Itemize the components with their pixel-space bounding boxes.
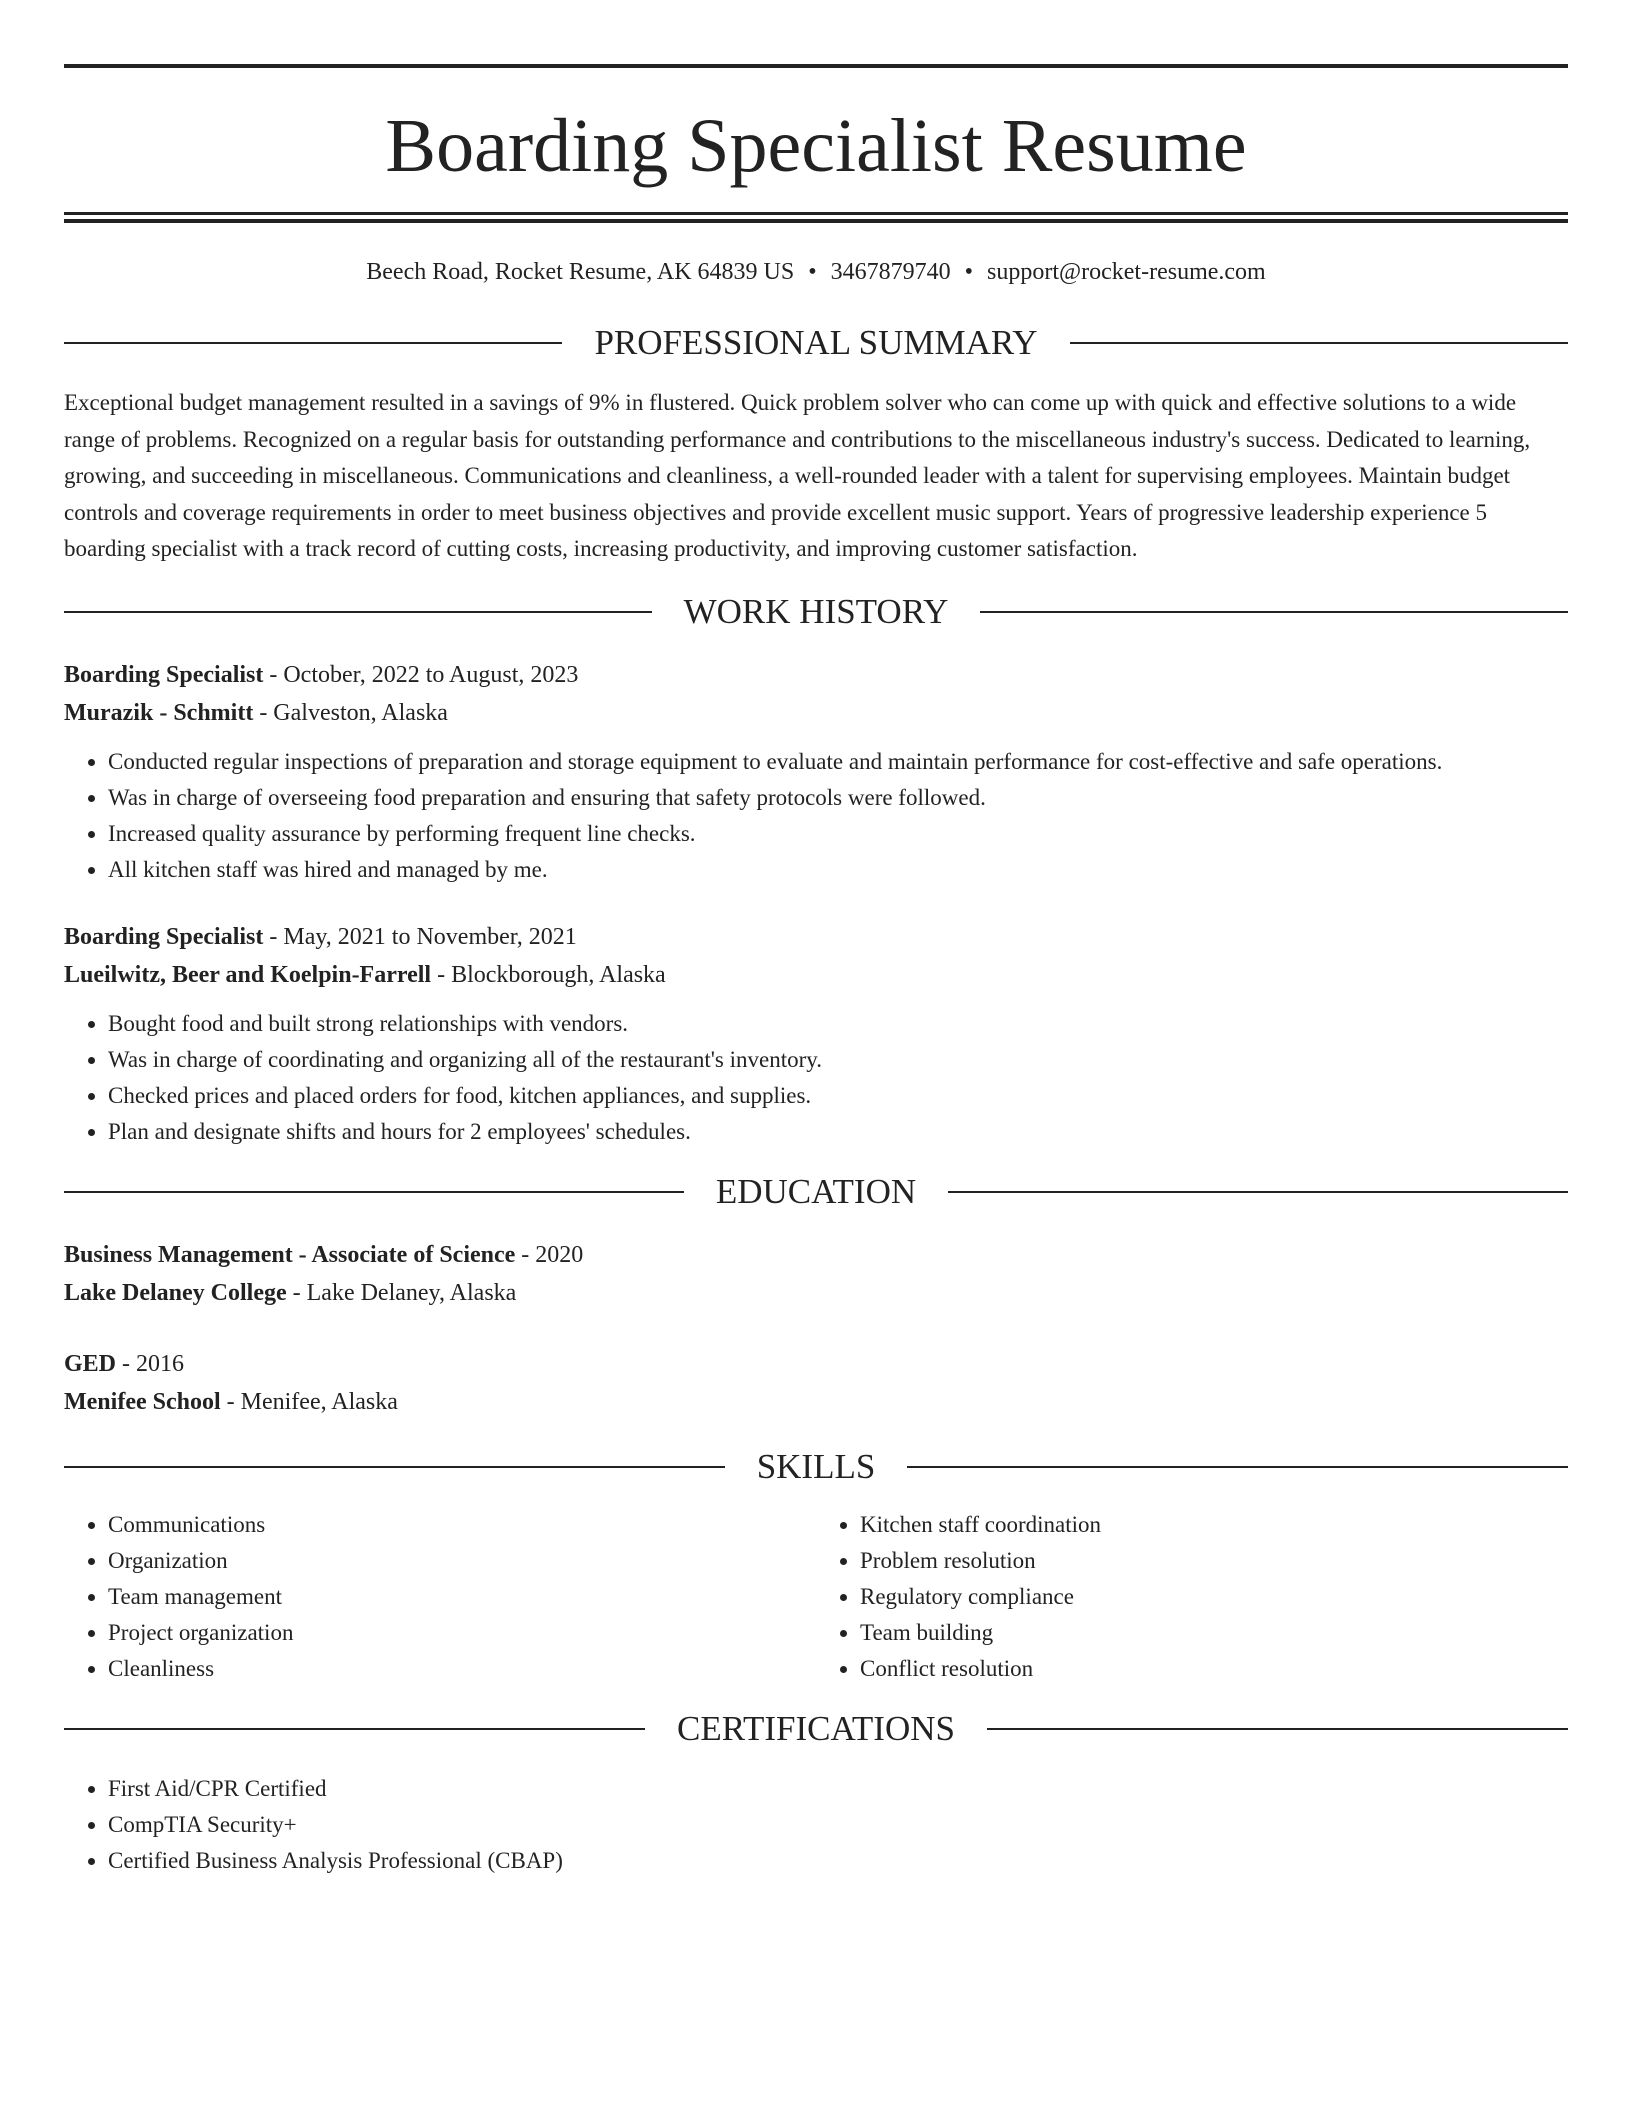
list-item: • Team management [108,1579,816,1615]
skills-column-right [816,1507,1568,1687]
list-item: • Certified Business Analysis Professional (CBAP) [108,1843,1568,1879]
skills-column-left [64,1507,816,1687]
heading-rule-left [64,342,562,344]
list-item: • Checked prices and placed orders for food, kitchen appliances, and supplies. [108,1078,1568,1114]
list-item: • Regulatory compliance [860,1579,1568,1615]
list-item: • CompTIA Security+ [108,1807,1568,1843]
school-location: - Menifee, Alaska [220,1388,398,1415]
education-entry [64,1345,1568,1421]
list-item: • Cleanliness [108,1651,816,1687]
section-title: EDUCATION [715,1171,917,1211]
list-item: • Was in charge of overseeing food preparation and ensuring that safety protocols were followed. [108,780,1568,816]
list-item: • Team building [860,1615,1568,1651]
section-title: WORK HISTORY [683,591,949,631]
contact-address: Beech Road, Rocket Resume, AK 64839 US [366,259,795,285]
job-duties [64,744,1568,888]
school-name: Lake Delaney College [64,1279,287,1306]
school-line [64,1383,1568,1421]
skills-list [64,1507,1568,1687]
top-rule [64,64,1568,68]
degree-name: Business Management - Associate of Science [64,1241,516,1268]
job-title-line [64,918,1568,956]
section-heading-certifications [64,1709,1568,1749]
job-title: Boarding Specialist [64,661,264,688]
company-line [64,956,1568,994]
section-title: SKILLS [756,1446,876,1486]
certifications-list [64,1771,1568,1879]
section-heading-work [64,592,1568,632]
list-item: • Plan and designate shifts and hours for 2 employees' schedules. [108,1114,1568,1150]
list-item: • Was in charge of coordinating and organizing all of the restaurant's inventory. [108,1042,1568,1078]
contact-line [64,257,1568,287]
contact-separator: • [964,259,974,285]
heading-rule-left [64,611,652,613]
list-item: • Increased quality assurance by performing frequent line checks. [108,816,1568,852]
list-item: • Kitchen staff coordination [860,1507,1568,1543]
list-item: • Conducted regular inspections of preparation and storage equipment to evaluate and maintain performance for cost-effective and safe operations. [108,744,1568,780]
heading-rule-right [980,611,1568,613]
list-item: • First Aid/CPR Certified [108,1771,1568,1807]
heading-rule-right [987,1728,1568,1730]
heading-rule-left [64,1728,645,1730]
title-double-rule [64,212,1568,223]
heading-rule-right [907,1466,1568,1468]
degree-name: GED [64,1350,117,1377]
degree-year: - 2020 [515,1241,584,1268]
section-heading-skills [64,1447,1568,1487]
contact-separator: • [808,259,817,285]
company-line [64,694,1568,732]
summary-text: Exceptional budget management resulted in a savings of 9% in flustered. Quick problem solver who can come up with quick and effective solutions to a wide range of problems. Recognized on a regular basis for outstanding performance and contributions to the miscellaneous industry's success. Dedicated to learning, growing, and succeeding in miscellaneous. Communications and cleanliness, a well-rounded leader with a talent for supervising employees. Maintain budget controls and coverage requirements in order to meet business objectives and provide excellent music support. Years of progressive leadership experience 5 boarding specialist with a track record of cutting costs, increasing productivity, and improving customer satisfaction. [64,390,1531,561]
degree-line [64,1236,1568,1274]
contact-email: support@rocket-resume.com [987,259,1266,285]
work-entry [64,918,1568,1150]
job-dates: - May, 2021 to November, 2021 [263,923,577,950]
degree-line [64,1345,1568,1383]
company-location: - Blockborough, Alaska [431,961,666,988]
heading-rule-right [1070,342,1568,344]
list-item: • Communications [108,1507,816,1543]
list-item: • All kitchen staff was hired and managed by me. [108,852,1568,888]
page-title: Boarding Specialist Resume [385,104,1247,188]
heading-rule-left [64,1191,684,1193]
degree-year: - 2016 [116,1350,185,1377]
section-title: CERTIFICATIONS [677,1708,955,1748]
section-title: PROFESSIONAL SUMMARY [594,323,1038,362]
list-item: • Project organization [108,1615,816,1651]
job-duties [64,1006,1568,1150]
list-item: • Organization [108,1543,816,1579]
section-heading-summary [64,323,1568,363]
work-entry [64,656,1568,888]
contact-phone: 3467879740 [830,259,951,285]
school-location: - Lake Delaney, Alaska [286,1279,517,1306]
section-heading-education [64,1172,1568,1212]
school-name: Menifee School [64,1388,221,1415]
list-item: • Problem resolution [860,1543,1568,1579]
school-line [64,1274,1568,1312]
list-item: • Conflict resolution [860,1651,1568,1687]
job-title-line [64,656,1568,694]
company-location: - Galveston, Alaska [253,699,448,726]
heading-rule-right [948,1191,1568,1193]
resume-page [64,64,1568,1879]
job-title: Boarding Specialist [64,923,264,950]
company-name: Lueilwitz, Beer and Koelpin-Farrell [64,961,432,988]
list-item: • Bought food and built strong relationships with vendors. [108,1006,1568,1042]
education-entry [64,1236,1568,1312]
company-name: Murazik - Schmitt [64,699,254,726]
job-dates: - October, 2022 to August, 2023 [263,661,579,688]
heading-rule-left [64,1466,725,1468]
